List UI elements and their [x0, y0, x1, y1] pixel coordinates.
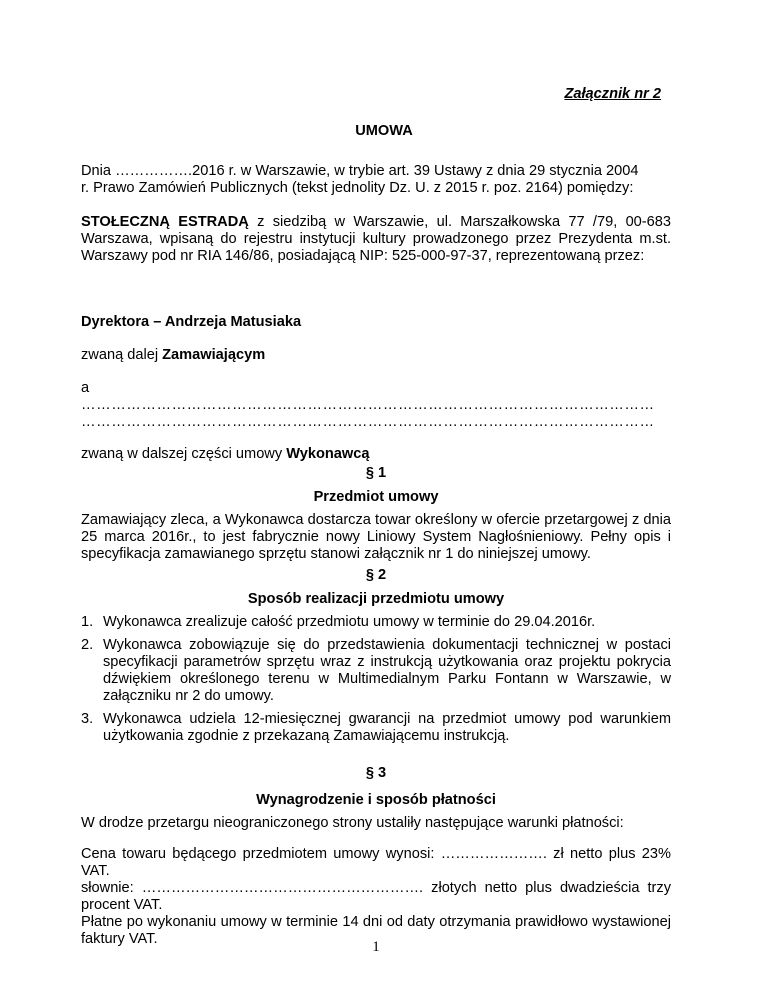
section-3-mark: § 3 [365, 765, 387, 781]
wykonawca-prefix: zwaną w dalszej części umowy [81, 446, 287, 462]
list-item [81, 711, 671, 745]
director-line: Dyrektora – Andrzeja Matusiaka [81, 314, 302, 330]
wykonawca-name: Wykonawcą [286, 446, 370, 462]
list-item-number: 2. [81, 637, 94, 653]
wykonawca-line [81, 446, 671, 463]
section-1-mark: § 1 [365, 465, 387, 481]
zamawiajacy-line [81, 347, 671, 364]
party-one-paragraph [81, 214, 671, 265]
list-item [81, 614, 671, 631]
party-one-name: STOŁECZNĄ ESTRADĄ [81, 214, 249, 230]
list-item [81, 637, 671, 705]
zamawiajacy-name: Zamawiającym [162, 347, 266, 363]
section-2-list [81, 614, 671, 751]
section-3-price: Cena towaru będącego przedmiotem umowy wynosi: …………………. zł netto plus 23% VAT. [81, 846, 671, 879]
a-label: a [81, 380, 90, 396]
dots-line-2: …………………………………………………………………………………………………… [81, 414, 655, 430]
intro-line-1: Dnia …………….2016 r. w Warszawie, w trybie art. 39 Ustawy z dnia 29 stycznia 2004 [81, 163, 639, 179]
section-2-mark: § 2 [365, 567, 387, 583]
section-2-heading: Sposób realizacji przedmiotu umowy [247, 591, 505, 607]
zamawiajacy-prefix: zwaną dalej [81, 347, 163, 363]
list-item-text: Wykonawca zobowiązuje się do przedstawienia dokumentacji technicznej w postaci specyfikacji parametrów sprzętu wraz z instrukcją użytkowania oraz projektu pokrycia dźwiękiem określonego terenu w Multimedialnym Parku Fontann w Warszawie, w załączniku nr 2 do umowy. [103, 637, 671, 704]
section-3-words: słownie: …………………………………………………. złotych netto plus dwadzieścia trzy procent VAT. [81, 880, 671, 913]
intro-line-2: r. Prawo Zamówień Publicznych (tekst jednolity Dz. U. z 2015 r. poz. 2164) pomiędzy: [81, 180, 634, 196]
list-item-number: 3. [81, 711, 94, 727]
dots-line-1: …………………………………………………………………………………………………… [81, 397, 655, 413]
page-number: 1 [372, 939, 380, 955]
attachment-label: Załącznik nr 2 [564, 86, 661, 102]
list-item-text: Wykonawca zrealizuje całość przedmiotu umowy w terminie do 29.04.2016r. [103, 614, 596, 630]
list-item-number: 1. [81, 614, 94, 630]
section-1-text: Zamawiający zleca, a Wykonawca dostarcza towar określony w ofercie przetargowej z dnia 25 marca 2016r., to jest fabrycznie nowy Liniowy System Nagłośnieniowy. Pełny opis i specyfikacja zamawianego sprzętu stanowi załącznik nr 1 do niniejszej umowy. [81, 512, 671, 562]
section-3-intro: W drodze przetargu nieograniczonego strony ustaliły następujące warunki płatności: [81, 815, 624, 831]
party-one-details: z siedzibą w Warszawie, ul. Marszałkowska 77 /79, 00-683 Warszawa, wpisaną do rejestru instytucji kultury prowadzonego przez Prezydenta m.st. Warszawy pod nr RIA 146/86, posiadającą NIP: 525-000-97-37, reprezentowaną przez: [81, 214, 672, 264]
document-title: UMOWA [355, 123, 413, 139]
list-item-text: Wykonawca udziela 12-miesięcznej gwarancji na przedmiot umowy pod warunkiem użytkowania zgodnie z przekazaną Zamawiającemu instrukcją. [103, 711, 671, 744]
document-page [81, 0, 687, 994]
intro-paragraph [81, 163, 671, 197]
section-3-heading: Wynagrodzenie i sposób płatności [256, 792, 496, 808]
section-3-payment: Płatne po wykonaniu umowy w terminie 14 dni od daty otrzymania prawidłowo wystawionej faktury VAT. [81, 914, 671, 947]
section-1-heading: Przedmiot umowy [313, 489, 439, 505]
